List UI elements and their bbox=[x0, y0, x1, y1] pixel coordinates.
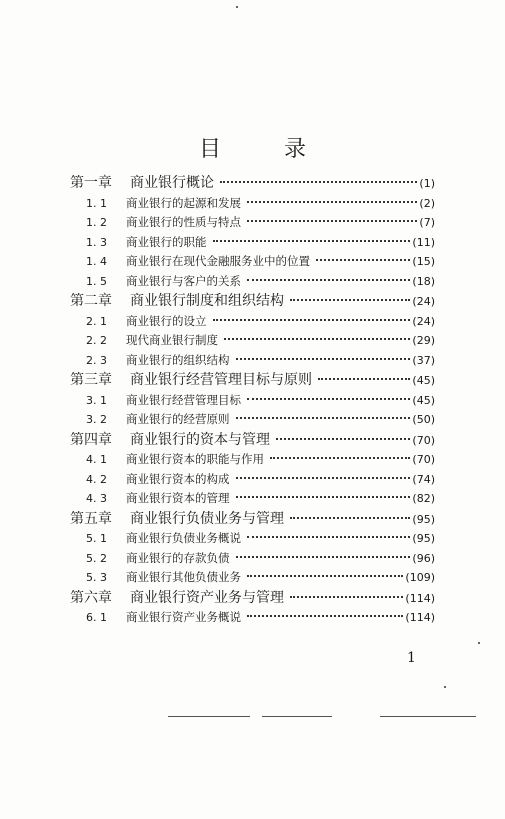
toc-entry-page: (109) bbox=[405, 571, 435, 584]
toc-entry-title: 商业银行经营管理目标 bbox=[126, 392, 241, 407]
toc-chapter-row bbox=[70, 588, 435, 609]
toc-section-row bbox=[70, 529, 435, 549]
toc-entry-page: (37) bbox=[412, 353, 435, 367]
dot-leader bbox=[247, 279, 410, 281]
toc-entry-page: (24) bbox=[412, 295, 435, 308]
dot-leader bbox=[247, 220, 417, 222]
toc-entry-page: (95) bbox=[412, 512, 435, 526]
dot-leader bbox=[270, 457, 410, 459]
toc-entry-number: 第三章 bbox=[70, 372, 112, 388]
toc-section-row bbox=[70, 272, 435, 292]
toc-entry-page: (24) bbox=[412, 314, 435, 328]
toc-entry-page: (50) bbox=[412, 413, 435, 426]
toc-section-row bbox=[70, 252, 435, 272]
toc-entry-number: 3. 1 bbox=[86, 393, 107, 407]
dot-leader bbox=[220, 181, 417, 183]
dot-leader bbox=[290, 299, 410, 301]
toc-entry-page: (82) bbox=[412, 492, 435, 505]
dot-leader bbox=[224, 338, 410, 340]
toc-entry-page: (96) bbox=[412, 551, 435, 565]
toc-entry-number: 1. 2 bbox=[86, 216, 107, 229]
toc-entry-title: 商业银行概论 bbox=[130, 175, 214, 191]
toc-entry-title: 商业银行的设立 bbox=[126, 313, 207, 328]
toc-entry-title: 商业银行资本的职能与作用 bbox=[126, 452, 264, 466]
toc-entry-title: 商业银行在现代金融服务业中的位置 bbox=[126, 254, 310, 268]
toc-entry-number: 第六章 bbox=[70, 589, 112, 606]
toc-section-row bbox=[70, 194, 435, 214]
toc-entry-title: 商业银行制度和组织结构 bbox=[130, 293, 284, 309]
toc-chapter-row bbox=[70, 291, 435, 312]
scan-speck bbox=[444, 686, 446, 688]
toc-entry-page: (95) bbox=[412, 532, 435, 545]
toc-section-row bbox=[70, 450, 435, 470]
toc-entry-page: (74) bbox=[412, 472, 435, 486]
toc-entry-title: 商业银行的组织结构 bbox=[126, 352, 230, 367]
toc-entry-title: 商业银行的资本与管理 bbox=[130, 431, 270, 448]
toc-entry-title: 商业银行资本的管理 bbox=[126, 491, 230, 505]
toc-entry-page: (114) bbox=[405, 591, 435, 605]
toc-chapter-row bbox=[70, 509, 435, 530]
toc-entry-number: 第一章 bbox=[70, 175, 112, 191]
dot-leader bbox=[247, 615, 403, 617]
toc-entry-title: 现代商业银行制度 bbox=[126, 333, 218, 347]
toc-entry-number: 4. 1 bbox=[86, 453, 107, 466]
toc-entry-number: 2. 1 bbox=[86, 314, 107, 328]
toc-entry-title: 商业银行的起源和发展 bbox=[126, 195, 241, 210]
page-number: 1 bbox=[407, 650, 416, 666]
toc-entry-number: 5. 3 bbox=[86, 571, 107, 584]
toc-section-row bbox=[70, 351, 435, 371]
scan-rule-line bbox=[380, 716, 476, 717]
toc-section-row bbox=[70, 489, 435, 509]
toc-entry-page: (45) bbox=[412, 374, 435, 387]
toc-chapter-row bbox=[70, 173, 435, 194]
toc-entry-page: (70) bbox=[412, 433, 435, 447]
toc-section-row bbox=[70, 608, 435, 628]
dot-leader bbox=[236, 477, 411, 479]
toc-title: 目 录 bbox=[199, 137, 334, 162]
toc-entry-page: (18) bbox=[412, 274, 435, 288]
toc-section-row bbox=[70, 233, 435, 253]
toc-entry-title: 商业银行资产业务概说 bbox=[126, 610, 241, 624]
toc-entry-number: 第二章 bbox=[70, 293, 112, 309]
toc-entry-number: 2. 3 bbox=[86, 353, 107, 367]
dot-leader bbox=[213, 319, 411, 321]
toc-entry-number: 2. 2 bbox=[86, 334, 107, 347]
toc-section-row bbox=[70, 549, 435, 569]
dot-leader bbox=[247, 575, 403, 577]
toc-entry-number: 5. 1 bbox=[86, 532, 107, 545]
dot-leader bbox=[236, 417, 411, 419]
toc-section-row bbox=[70, 312, 435, 332]
toc-entry-title: 商业银行的性质与特点 bbox=[126, 215, 241, 229]
toc-entry-number: 1. 4 bbox=[86, 255, 107, 268]
toc-entry-page: (1) bbox=[419, 177, 435, 190]
toc-section-row bbox=[70, 470, 435, 490]
toc-section-row bbox=[70, 568, 435, 588]
toc-entry-title: 商业银行资产业务与管理 bbox=[130, 589, 284, 606]
toc-entry-page: (114) bbox=[405, 611, 435, 624]
toc-entry-number: 第五章 bbox=[70, 510, 112, 527]
table-of-contents bbox=[70, 173, 435, 628]
dot-leader bbox=[236, 556, 411, 558]
dot-leader bbox=[276, 438, 410, 440]
toc-entry-title: 商业银行负债业务与管理 bbox=[130, 510, 284, 527]
toc-entry-page: (2) bbox=[419, 196, 435, 210]
toc-entry-number: 第四章 bbox=[70, 431, 112, 448]
toc-entry-number: 3. 2 bbox=[86, 413, 107, 426]
scan-rule-line bbox=[262, 716, 332, 717]
dot-leader bbox=[290, 517, 410, 519]
toc-entry-number: 4. 3 bbox=[86, 492, 107, 505]
toc-entry-page: (15) bbox=[412, 255, 435, 268]
dot-leader bbox=[236, 496, 411, 498]
toc-entry-number: 6. 1 bbox=[86, 611, 107, 624]
toc-entry-title: 商业银行负债业务概说 bbox=[126, 531, 241, 545]
toc-entry-page: (7) bbox=[419, 216, 435, 229]
dot-leader bbox=[236, 358, 411, 360]
dot-leader bbox=[247, 201, 417, 203]
scan-speck bbox=[478, 642, 480, 644]
dot-leader bbox=[290, 596, 403, 598]
toc-entry-number: 5. 2 bbox=[86, 551, 107, 565]
toc-entry-page: (45) bbox=[412, 393, 435, 407]
dot-leader bbox=[316, 259, 410, 261]
toc-section-row bbox=[70, 410, 435, 430]
toc-section-row bbox=[70, 331, 435, 351]
toc-entry-title: 商业银行的存款负债 bbox=[126, 550, 230, 565]
toc-chapter-row bbox=[70, 370, 435, 391]
toc-entry-page: (70) bbox=[412, 453, 435, 466]
toc-entry-page: (29) bbox=[412, 334, 435, 347]
toc-section-row bbox=[70, 213, 435, 233]
toc-entry-number: 1. 1 bbox=[86, 196, 107, 210]
dot-leader bbox=[247, 398, 410, 400]
toc-entry-title: 商业银行的职能 bbox=[126, 234, 207, 249]
toc-entry-number: 4. 2 bbox=[86, 472, 107, 486]
toc-entry-title: 商业银行资本的构成 bbox=[126, 471, 230, 486]
toc-entry-page: (11) bbox=[412, 235, 435, 249]
scan-speck bbox=[236, 6, 238, 8]
dot-leader bbox=[213, 240, 411, 242]
toc-entry-title: 商业银行与客户的关系 bbox=[126, 273, 241, 288]
scan-rule-line bbox=[168, 716, 250, 717]
dot-leader bbox=[247, 536, 410, 538]
toc-section-row bbox=[70, 391, 435, 411]
toc-entry-number: 1. 3 bbox=[86, 235, 107, 249]
toc-entry-title: 商业银行的经营原则 bbox=[126, 412, 230, 426]
dot-leader bbox=[318, 378, 410, 380]
toc-entry-title: 商业银行其他负债业务 bbox=[126, 570, 241, 584]
toc-entry-title: 商业银行经营管理目标与原则 bbox=[130, 372, 312, 388]
toc-entry-number: 1. 5 bbox=[86, 274, 107, 288]
toc-chapter-row bbox=[70, 430, 435, 451]
